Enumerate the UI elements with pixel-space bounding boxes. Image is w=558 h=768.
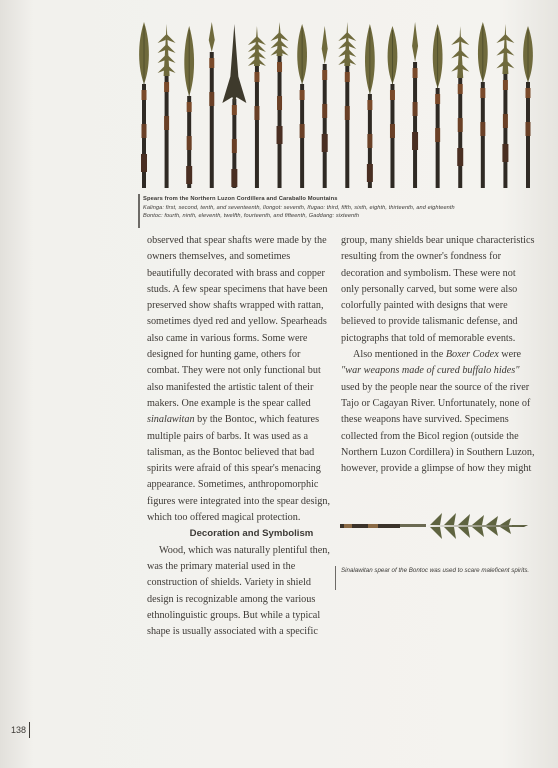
caption-title: Spears from the Northern Luzon Cordillera and Caraballo Mountains: [143, 196, 338, 202]
spear-16: [478, 22, 488, 188]
right-paragraph-1: group, many shields bear unique characteristics resulting from the owner's fondness for decoration and symbolism. These were not only personally carved, but some were also colorfully painted with designs that were believed to provide talismanic defense, and pictographs that told of memorable events.: [341, 235, 535, 344]
right-paragraph-2: [341, 347, 535, 477]
spears-photo: [136, 18, 536, 194]
right-p2-end: used by the people near the source of the river Tajo or Cagayan River. Unfortunately, none of these weapons have survived. Specimens collected from the Bicol region (outside the Northern Luzon Cordillera) in Southern Luzon, however, provide a glimpse of how they might: [341, 381, 535, 475]
caption-rule: [138, 194, 140, 228]
spear-7: [271, 22, 289, 188]
left-paragraph-1: [147, 233, 332, 526]
left-paragraph-2: Wood, which was naturally plentiful then, was the primary material used in the construction of shields. Variety in shield design is recognizable among the various ethnolinguistic groups. But while a typical shape is usually associated with a specific: [147, 544, 330, 638]
spear-5: [222, 24, 246, 188]
caption-rule-2: [335, 566, 336, 590]
spear-11: [365, 24, 375, 188]
spear-14: [433, 24, 443, 188]
caption-line-2: Bontoc: fourth, ninth, eleventh, twelfth, fourteenth, and fifteenth, Gaddang: sixteenth: [143, 213, 360, 220]
spear-caption: Sinalawitan spear of the Bontoc was used to scare maleficent spirits.: [341, 567, 530, 574]
sinalawitan-term: sinalawitan: [147, 414, 195, 426]
spear-9: [322, 26, 328, 188]
spear-8: [297, 24, 307, 188]
page-number-rule: [29, 722, 30, 738]
right-p2-mid: were: [498, 349, 522, 361]
spear-2: [158, 24, 176, 188]
spear-3: [184, 26, 194, 188]
right-p2-start: Also mentioned in the: [353, 349, 446, 361]
spear-4: [209, 22, 215, 188]
left-p1-text: observed that spear shafts were made by the owners themselves, and sometimes beautifully decorated with brass and copper studs. A few spear specimens that have been preserved show shafts wrapped with rattan, sometimes dyed red and yellow. Spearheads also came in various forms. Some were designed for hunting game, others for combat. They were not only functional but also manifested the artistic talent of their makers. One example is the spear called: [147, 235, 328, 409]
spear-15: [451, 26, 469, 188]
spear-17: [496, 24, 514, 188]
sinalawitan-spear-photo: [338, 508, 530, 544]
section-heading: Decoration and Symbolism: [189, 528, 314, 540]
spear-12: [388, 26, 398, 188]
right-column: [341, 233, 535, 477]
boxer-codex-title: Boxer Codex: [445, 349, 499, 361]
quoted-phrase: "war weapons made of cured buffalo hides": [341, 365, 520, 377]
page-number: 138: [11, 725, 27, 735]
spear-18: [523, 26, 533, 188]
left-column: [147, 233, 332, 640]
spear-13: [412, 22, 418, 188]
spear-6: [248, 26, 266, 188]
photo-caption: [143, 195, 543, 221]
spear-1: [139, 22, 149, 188]
spear-10: [338, 22, 356, 188]
caption-line-1: Kalinga: first, second, tenth, and seventeenth, Ilongot: seventh, Ifugao: third, fifth, sixth, eighth, thirteenth, and eighteenth: [143, 204, 455, 211]
left-p1-end: by the Bontoc, which features multiple pairs of barbs. It was used as a talisman, as the Bontoc believed that bad spirits were afraid of this spear's menacing appearance. Sometimes, anthropomorphic figures were integrated into the spear design, which too offered magical protection.: [147, 414, 331, 524]
